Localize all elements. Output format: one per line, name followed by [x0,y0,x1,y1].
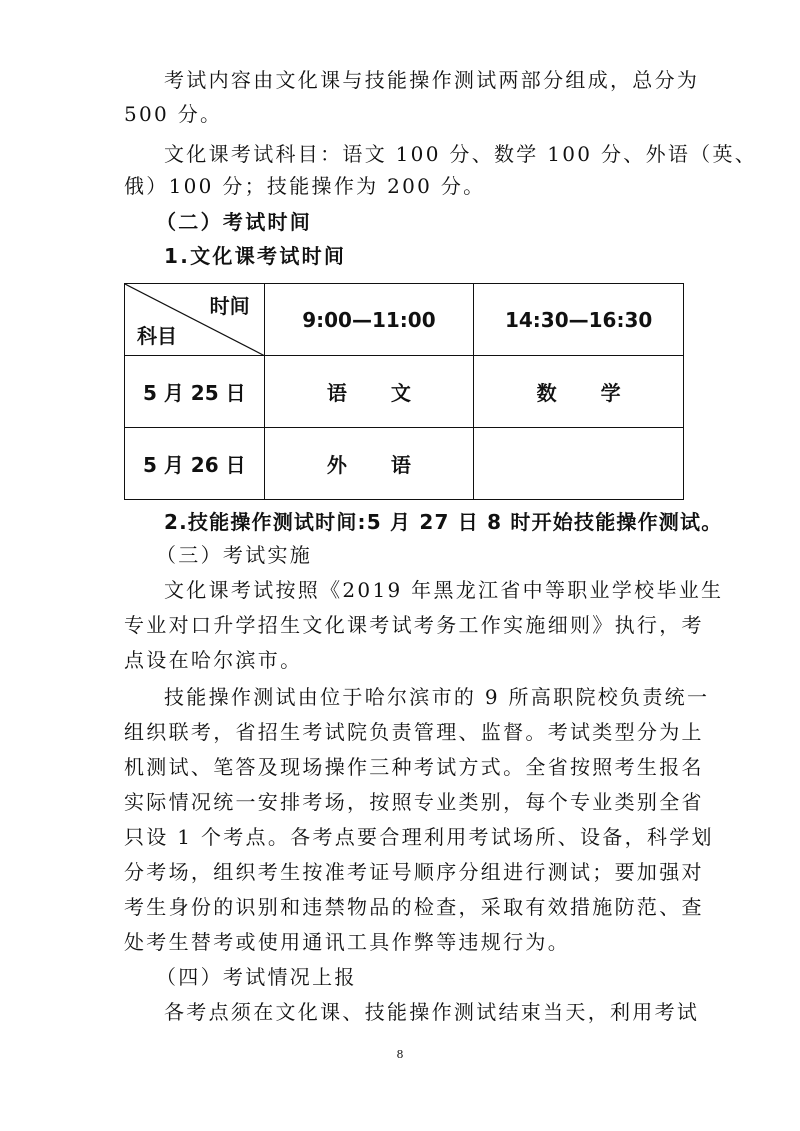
corner-label-time: 时间 [209,294,250,318]
page-number: 8 [396,1048,404,1061]
paragraph-line: 处考生替考或使用通讯工具作弊等违规行为。 [124,930,570,954]
corner-label-subject: 科目 [137,324,177,348]
section-heading: （四）考试情况上报 [156,965,357,989]
paragraph-line: 组织联考，省招生考试院负责管理、监督。考试类型分为上 [124,720,704,744]
paragraph-line: 机测试、笔答及现场操作三种考试方式。全省按照考生报名 [124,755,704,779]
paragraph-line: 俄）100 分；技能操作为 200 分。 [124,174,486,198]
paragraph-line: 分考场，组织考生按准考证号顺序分组进行测试；要加强对 [124,860,704,884]
section-heading: （三）考试实施 [156,543,313,567]
section-heading: （二）考试时间 [156,210,313,234]
column-header-morning: 9:00—11:00 [264,284,474,356]
table-cell: 语文 [264,356,474,428]
paragraph-line: 技能操作测试由位于哈尔滨市的 9 所高职院校负责统一 [164,685,710,709]
paragraph-line: 点设在哈尔滨市。 [124,648,303,672]
diagonal-header-cell [125,284,265,356]
paragraph-line: 文化课考试按照《2019 年黑龙江省中等职业学校毕业生 [164,578,724,602]
subsection-heading: 2.技能操作测试时间:5 月 27 日 8 时开始技能操作测试。 [164,510,723,534]
table-cell: 外语 [264,428,474,500]
table-cell [474,428,684,500]
paragraph-line: 500 分。 [124,102,223,126]
row-date-cell: 5 月 26 日 [125,428,265,500]
table-row [125,428,684,500]
row-date-cell: 5 月 25 日 [125,356,265,428]
paragraph-line: 文化课考试科目：语文 100 分、数学 100 分、外语（英、 [164,142,758,166]
column-header-afternoon: 14:30—16:30 [474,284,684,356]
exam-schedule-table [124,283,684,500]
table-row [125,356,684,428]
paragraph-line: 考生身份的识别和违禁物品的检查，采取有效措施防范、查 [124,895,704,919]
table-cell: 数学 [474,356,684,428]
table-header-row [125,284,684,356]
subsection-heading: 1.文化课考试时间 [164,244,347,268]
paragraph-line: 专业对口升学招生文化课考试考务工作实施细则》执行，考 [124,613,704,637]
paragraph-line: 实际情况统一安排考场，按照专业类别，每个专业类别全省 [124,790,704,814]
paragraph-line: 考试内容由文化课与技能操作测试两部分组成，总分为 [164,68,700,92]
paragraph-line: 只设 1 个考点。各考点要合理利用考试场所、设备，科学划 [124,825,714,849]
paragraph-line: 各考点须在文化课、技能操作测试结束当天，利用考试 [164,1000,700,1024]
